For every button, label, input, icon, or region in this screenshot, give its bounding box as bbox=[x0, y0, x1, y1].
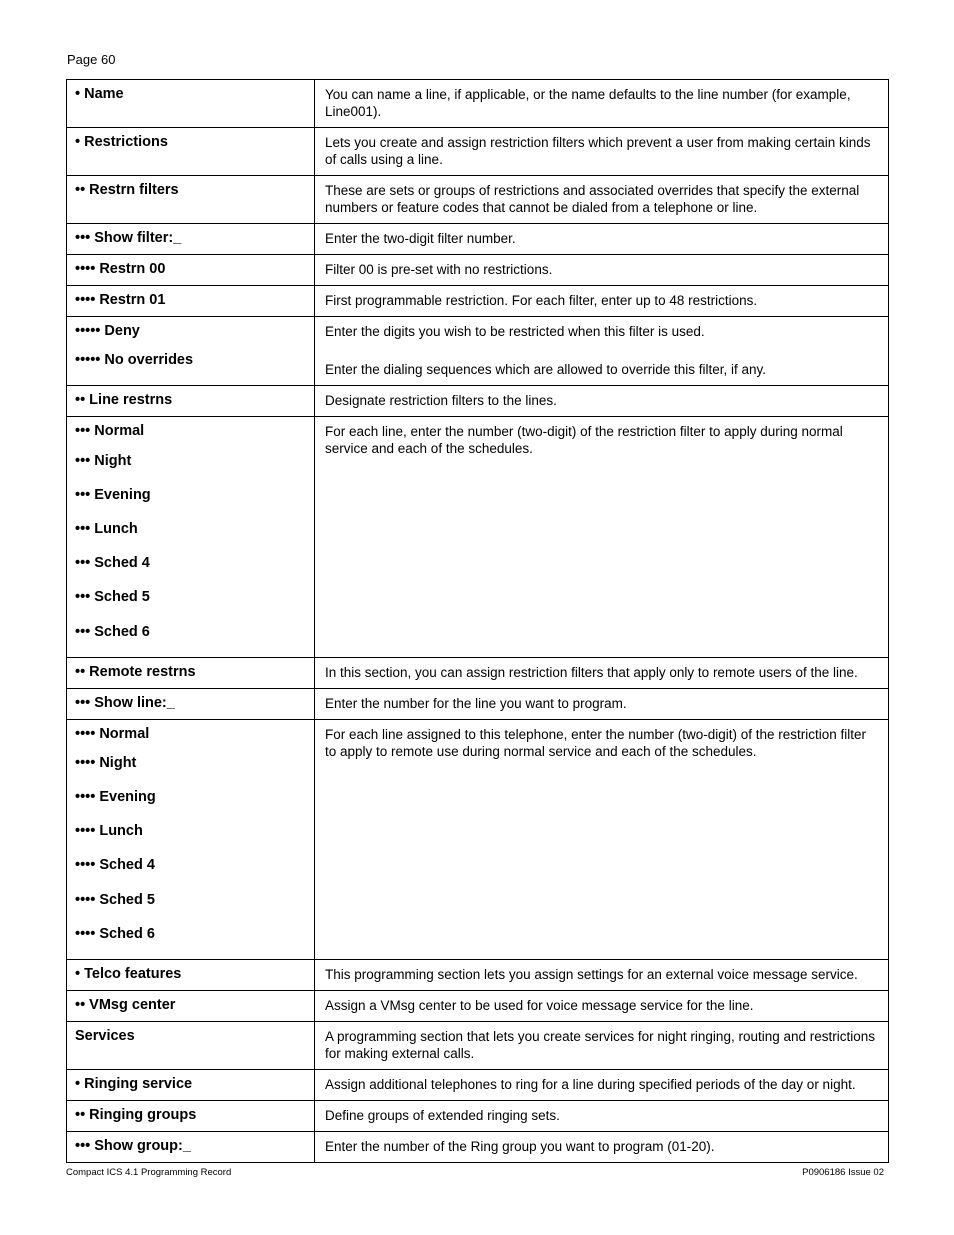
setting-name-cell bbox=[67, 224, 315, 255]
table-row bbox=[67, 1101, 889, 1132]
setting-name: ••• Sched 4 bbox=[75, 555, 150, 572]
footer-document-title: Compact ICS 4.1 Programming Record bbox=[66, 1167, 232, 1178]
setting-description-cell bbox=[315, 688, 889, 719]
table-row bbox=[67, 1022, 889, 1070]
setting-description-cell bbox=[315, 317, 889, 386]
table-row bbox=[67, 255, 889, 286]
table-row bbox=[67, 128, 889, 176]
programming-table bbox=[66, 79, 889, 1163]
footer-document-number: P0906186 Issue 02 bbox=[802, 1167, 884, 1178]
programming-table-body bbox=[67, 80, 889, 1163]
setting-name: ••• Evening bbox=[75, 486, 151, 503]
table-row bbox=[67, 386, 889, 417]
table-row bbox=[67, 991, 889, 1022]
setting-name: ••• Show line:_ bbox=[75, 694, 175, 711]
setting-name: •••• Normal bbox=[75, 725, 150, 742]
table-row bbox=[67, 80, 889, 128]
setting-name: •• Line restrns bbox=[75, 392, 173, 409]
setting-description-cell bbox=[315, 176, 889, 224]
table-row bbox=[67, 286, 889, 317]
page-number: Page 60 bbox=[67, 52, 116, 67]
table-row bbox=[67, 176, 889, 224]
setting-description: You can name a line, if applicable, or the name defaults to the line number (for example, Line001). bbox=[325, 87, 851, 119]
setting-name-cell bbox=[67, 286, 315, 317]
setting-description: Assign a VMsg center to be used for voice message service for the line. bbox=[325, 998, 754, 1013]
setting-description-cell bbox=[315, 1070, 889, 1101]
setting-description: Enter the number of the Ring group you want to program (01-20). bbox=[325, 1139, 715, 1154]
setting-name-cell bbox=[67, 417, 315, 657]
setting-name-cell bbox=[67, 1132, 315, 1163]
setting-description: Enter the digits you wish to be restricted when this filter is used. bbox=[325, 324, 705, 339]
setting-description: Enter the number for the line you want to program. bbox=[325, 695, 627, 711]
table-row bbox=[67, 1070, 889, 1101]
setting-name: •• VMsg center bbox=[75, 997, 176, 1013]
setting-description-cell bbox=[315, 719, 889, 959]
setting-name: • Name bbox=[75, 86, 124, 102]
setting-name: •• Restrn filters bbox=[75, 182, 179, 198]
setting-name-cell bbox=[67, 688, 315, 719]
setting-description: This programming section lets you assign settings for an external voice message service. bbox=[325, 967, 858, 982]
setting-name: •• Ringing groups bbox=[75, 1107, 197, 1123]
setting-description: In this section, you can assign restriction filters that apply only to remote users of the line. bbox=[325, 664, 858, 680]
setting-name: • Telco features bbox=[75, 966, 182, 982]
setting-description-cell bbox=[315, 255, 889, 286]
table-row bbox=[67, 417, 889, 657]
setting-description-cell bbox=[315, 286, 889, 317]
setting-name-cell bbox=[67, 991, 315, 1022]
setting-name: ••• Sched 5 bbox=[75, 589, 150, 606]
setting-name: ••• Normal bbox=[75, 423, 145, 440]
setting-name-cell bbox=[67, 255, 315, 286]
setting-name: • Restrictions bbox=[75, 134, 168, 150]
setting-description-cell bbox=[315, 960, 889, 991]
setting-name-cell bbox=[67, 128, 315, 176]
setting-name: • Ringing service bbox=[75, 1076, 193, 1092]
setting-description: A programming section that lets you create services for night ringing, routing and restrictions for making external calls. bbox=[325, 1029, 876, 1061]
setting-description: First programmable restriction. For each filter, enter up to 48 restrictions. bbox=[325, 293, 758, 308]
setting-name-cell bbox=[67, 1070, 315, 1101]
setting-name: •••• Sched 4 bbox=[75, 857, 155, 874]
setting-name-cell bbox=[67, 1022, 315, 1070]
setting-description-cell bbox=[315, 1101, 889, 1132]
setting-name: ••• Show filter:_ bbox=[75, 230, 182, 246]
table-row bbox=[67, 719, 889, 959]
setting-name: •• Remote restrns bbox=[75, 663, 196, 680]
setting-description: Lets you create and assign restriction filters which prevent a user from making certain kinds of calls using a line. bbox=[325, 135, 871, 167]
setting-description: Enter the two-digit filter number. bbox=[325, 231, 516, 246]
setting-description: Assign additional telephones to ring for a line during specified periods of the day or night. bbox=[325, 1077, 856, 1092]
setting-description: For each line assigned to this telephone, enter the number (two-digit) of the restriction filter to apply to remote use during normal service and each of the schedules. bbox=[325, 726, 867, 759]
setting-name: •••• Restrn 00 bbox=[75, 261, 166, 277]
setting-name-cell bbox=[67, 657, 315, 688]
setting-name: •••• Restrn 01 bbox=[75, 292, 166, 308]
table-row bbox=[67, 1132, 889, 1163]
setting-description-cell bbox=[315, 128, 889, 176]
setting-description-cell bbox=[315, 1132, 889, 1163]
setting-name: •••• Lunch bbox=[75, 823, 143, 840]
table-row bbox=[67, 317, 889, 386]
setting-name-cell bbox=[67, 960, 315, 991]
setting-description: For each line, enter the number (two-digit) of the restriction filter to apply during normal service and each of the schedules. bbox=[325, 424, 843, 457]
setting-name: •••• Sched 6 bbox=[75, 925, 155, 942]
setting-name: •••• Night bbox=[75, 754, 137, 771]
table-row bbox=[67, 960, 889, 991]
setting-description-cell bbox=[315, 417, 889, 657]
setting-name: Services bbox=[75, 1028, 135, 1044]
setting-description: Filter 00 is pre-set with no restrictions. bbox=[325, 262, 553, 277]
setting-description-cell bbox=[315, 80, 889, 128]
setting-name-cell bbox=[67, 317, 315, 386]
setting-description: These are sets or groups of restrictions and associated overrides that specify the external numbers or feature codes that cannot be dialed from a telephone or line. bbox=[325, 183, 860, 215]
setting-description: Define groups of extended ringing sets. bbox=[325, 1108, 560, 1123]
setting-description: Enter the dialing sequences which are allowed to override this filter, if any. bbox=[325, 362, 766, 377]
setting-description-cell bbox=[315, 1022, 889, 1070]
table-row bbox=[67, 657, 889, 688]
setting-description-cell bbox=[315, 224, 889, 255]
setting-description-cell bbox=[315, 386, 889, 417]
table-row bbox=[67, 224, 889, 255]
setting-name-cell bbox=[67, 1101, 315, 1132]
setting-name: ••• Night bbox=[75, 452, 132, 469]
setting-description-cell bbox=[315, 991, 889, 1022]
setting-name-cell bbox=[67, 176, 315, 224]
setting-name-cell bbox=[67, 80, 315, 128]
setting-name: ••• Sched 6 bbox=[75, 623, 150, 640]
table-row bbox=[67, 688, 889, 719]
setting-description-cell bbox=[315, 657, 889, 688]
setting-name-cell bbox=[67, 719, 315, 959]
setting-name-cell bbox=[67, 386, 315, 417]
setting-name: ••••• No overrides bbox=[75, 352, 194, 369]
setting-name: •••• Sched 5 bbox=[75, 891, 155, 908]
setting-name: •••• Evening bbox=[75, 789, 156, 806]
setting-description: Designate restriction filters to the lines. bbox=[325, 393, 557, 409]
setting-name: ••• Show group:_ bbox=[75, 1138, 191, 1154]
setting-name: ••••• Deny bbox=[75, 323, 140, 339]
setting-name: ••• Lunch bbox=[75, 520, 138, 537]
